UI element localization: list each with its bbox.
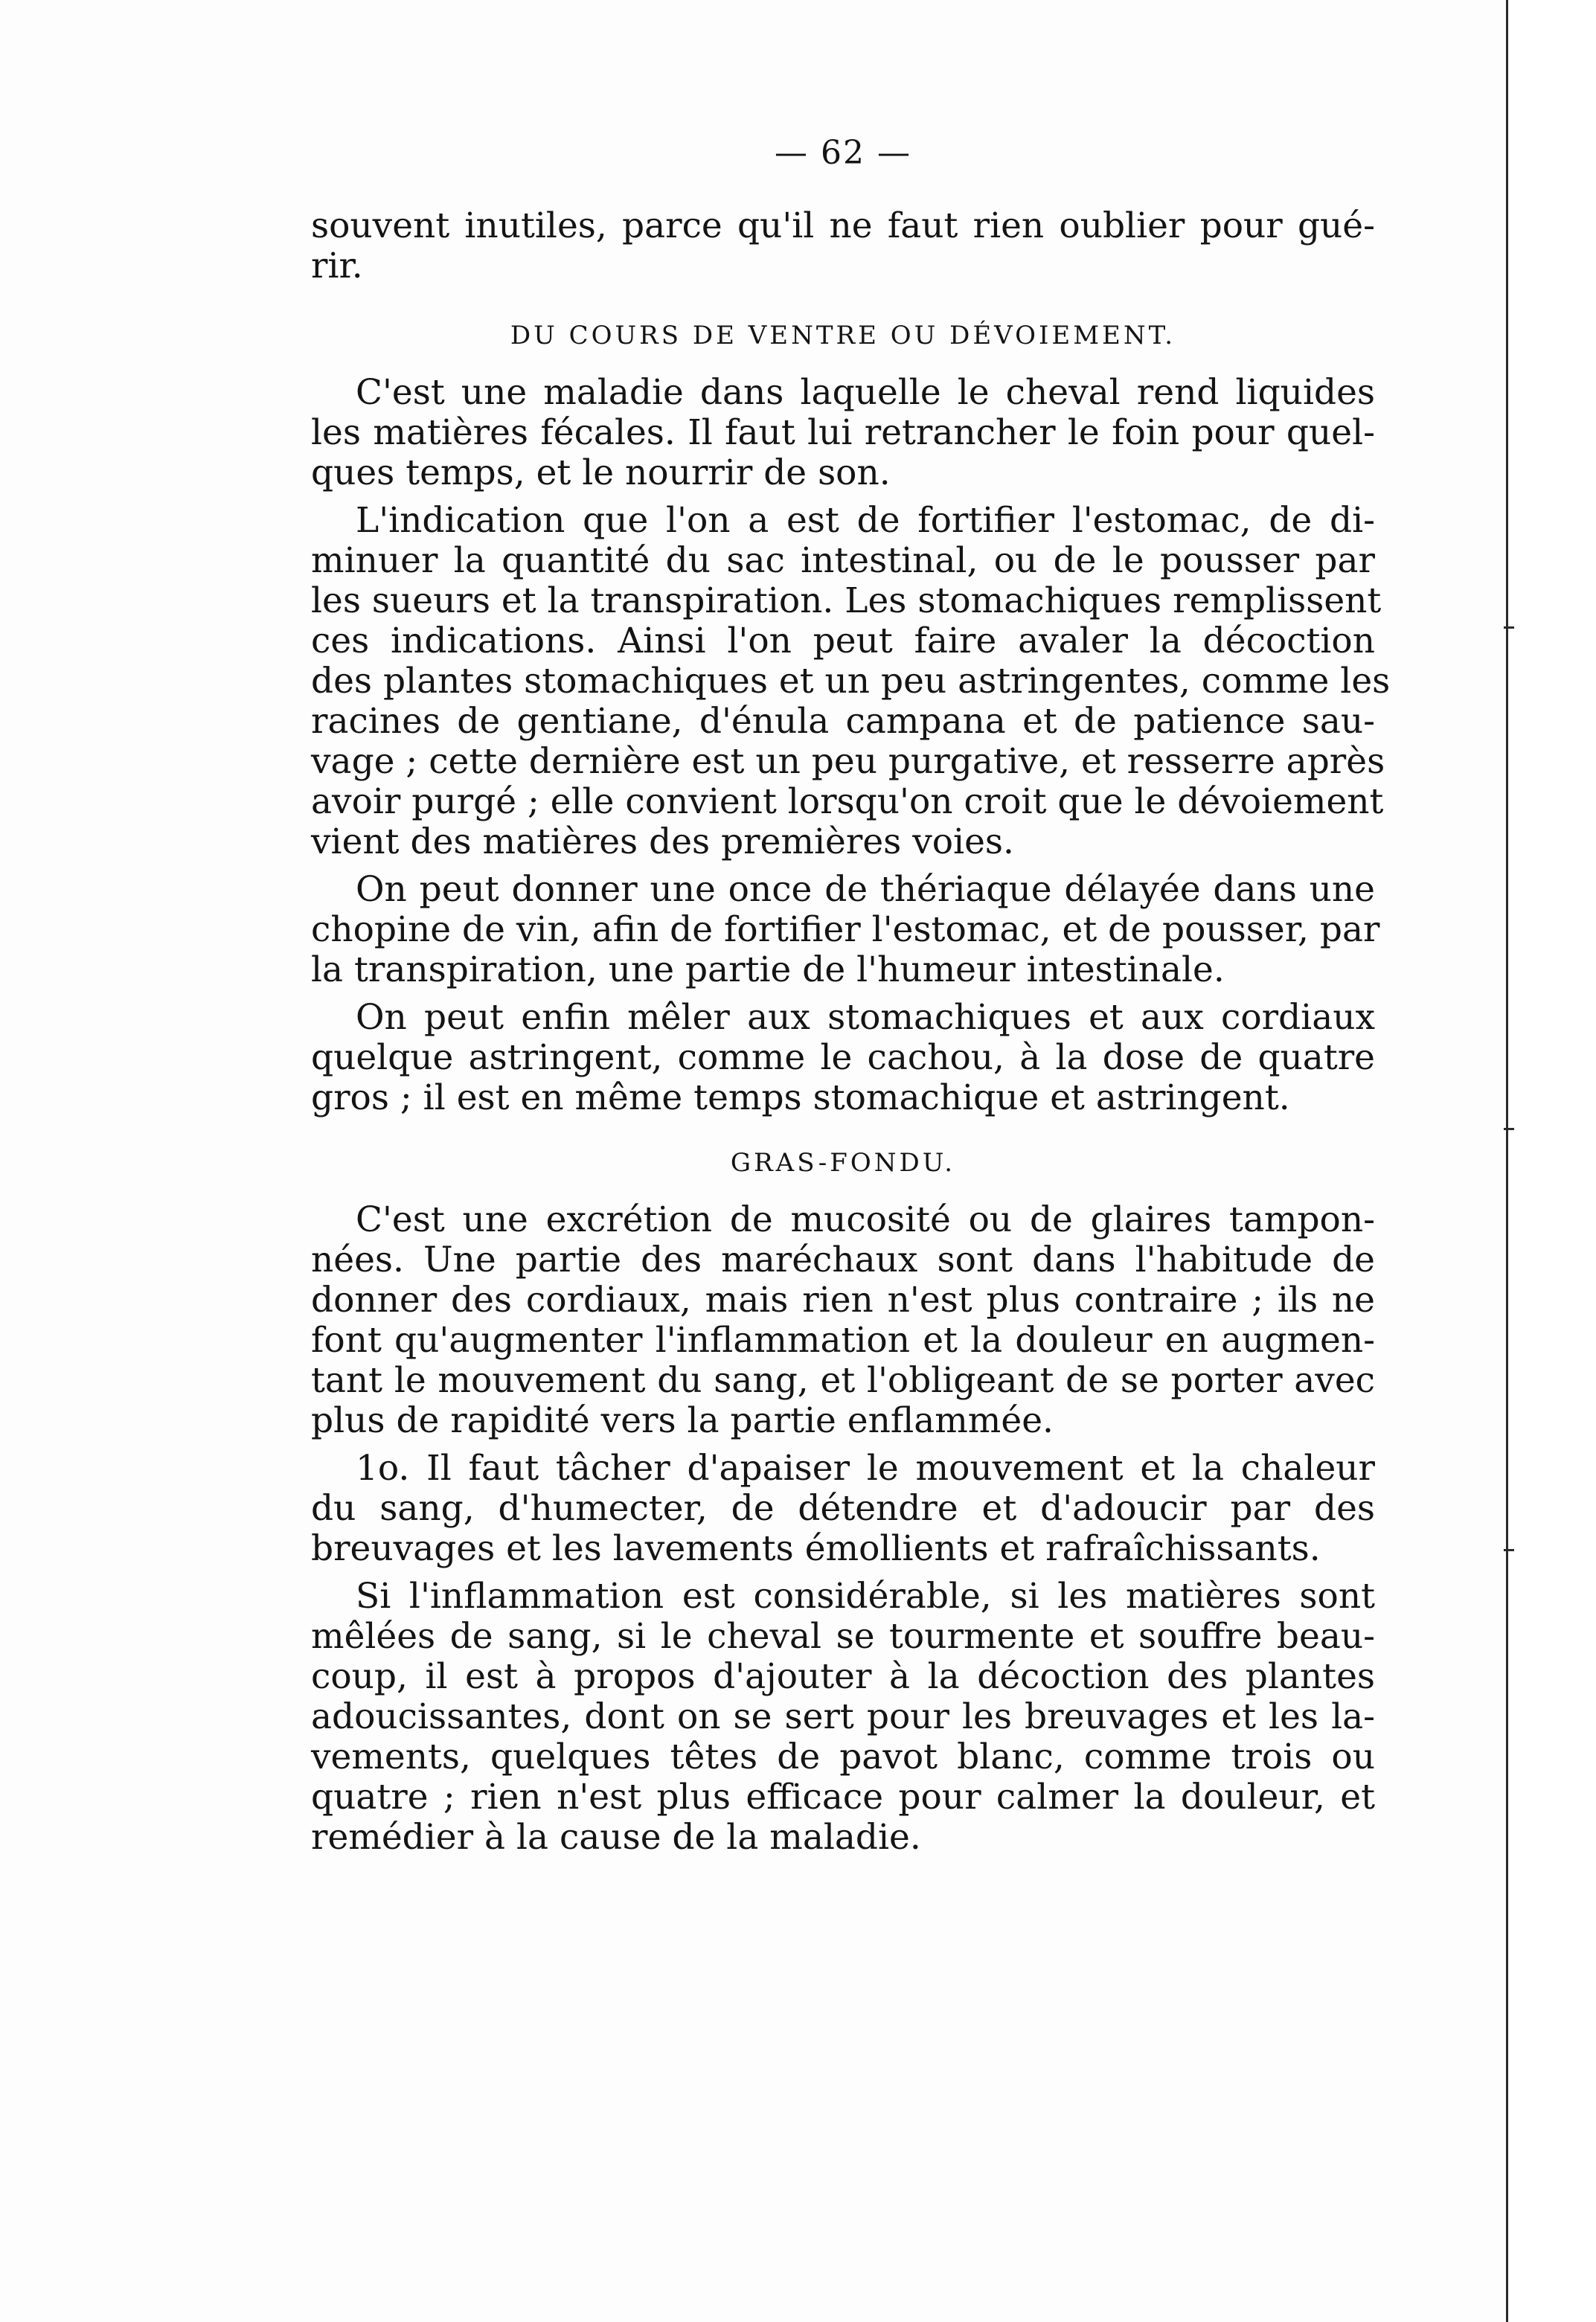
section-heading: DU COURS DE VENTRE OU DÉVOIEMENT. [510,321,1176,350]
text-line: font qu'augmenter l'inflammation et la douleur en augmen- [311,1320,1375,1361]
text-line: plus de rapidité vers la partie enflammée. [311,1400,1054,1441]
text-line: minuer la quantité du sac intestinal, ou de le pousser par [311,540,1375,581]
paragraph [311,1200,1375,1441]
adjacent-page-edge [1506,0,1596,2322]
section-heading: GRAS-FONDU. [730,1148,956,1178]
text-line: breuvages et les lavements émollients et rafraîchissants. [311,1528,1321,1569]
paragraph [311,1449,1375,1569]
text-line: les sueurs et la transpiration. Les stomachiques remplissent [311,580,1382,621]
text-line: Si l'inflammation est considérable, si les matières sont [356,1576,1375,1617]
paragraph [311,869,1380,990]
text-line: du sang, d'humecter, de détendre et d'adoucir par des [311,1488,1375,1529]
text-line: les matières fécales. Il faut lui retrancher le foin pour quel- [311,412,1375,453]
text-line: donner des cordiaux, mais rien n'est plus contraire ; ils ne [311,1280,1375,1321]
paragraph [311,1577,1375,1858]
text-line: mêlées de sang, si le cheval se tourmente et souffre beau- [311,1616,1375,1657]
text-line: On peut donner une once de thériaque délayée dans une [356,869,1375,910]
text-line: quelque astringent, comme le cachou, à la dose de quatre [311,1037,1375,1078]
text-line: L'indication que l'on a est de fortifier l'estomac, de di- [356,500,1375,541]
text-line: coup, il est à propos d'ajouter à la décoction des plantes [311,1656,1375,1697]
text-line: rir. [311,246,363,286]
text-line: tant le mouvement du sang, et l'obligeant de se porter avec [311,1360,1375,1401]
text-line: C'est une excrétion de mucosité ou de glaires tampon- [356,1199,1375,1240]
paragraph [311,373,1375,493]
page-text [311,134,1391,1865]
text-line: vage ; cette dernière est un peu purgative, et resserre après [311,741,1385,782]
text-line: gros ; il est en même temps stomachique et astringent. [311,1077,1290,1118]
text-line: C'est une maladie dans laquelle le cheval rend liquides [356,372,1375,413]
text-line: ques temps, et le nourrir de son. [311,452,891,493]
text-line: nées. Une partie des maréchaux sont dans l'habitude de [311,1239,1375,1280]
text-line: quatre ; rien n'est plus efficace pour calmer la douleur, et [311,1777,1375,1818]
text-line: avoir purgé ; elle convient lorsqu'on croit que le dévoiement [311,781,1384,822]
text-line: la transpiration, une partie de l'humeur intestinale. [311,949,1225,990]
text-line: vient des matières des premières voies. [311,821,1014,862]
continuation-paragraph [311,206,1375,286]
text-line: On peut enfin mêler aux stomachiques et aux cordiaux [356,997,1375,1038]
text-line: adoucissantes, dont on se sert pour les breuvages et les la- [311,1696,1375,1737]
text-line: souvent inutiles, parce qu'il ne faut rien oublier pour gué- [311,205,1375,246]
text-line: vements, quelques têtes de pavot blanc, comme trois ou [311,1736,1375,1777]
page-number: — 62 — [775,134,911,172]
text-line: 1o. Il faut tâcher d'apaiser le mouvement et la chaleur [356,1448,1375,1489]
paragraph [311,500,1391,862]
paragraph [311,998,1375,1118]
text-line: ces indications. Ainsi l'on peut faire avaler la décoction [311,620,1375,661]
text-line: chopine de vin, afin de fortifier l'estomac, et de pousser, par [311,909,1380,950]
text-line: racines de gentiane, d'énula campana et de patience sau- [311,701,1375,742]
text-line: remédier à la cause de la maladie. [311,1817,921,1858]
text-line: des plantes stomachiques et un peu astringentes, comme les [311,661,1391,702]
